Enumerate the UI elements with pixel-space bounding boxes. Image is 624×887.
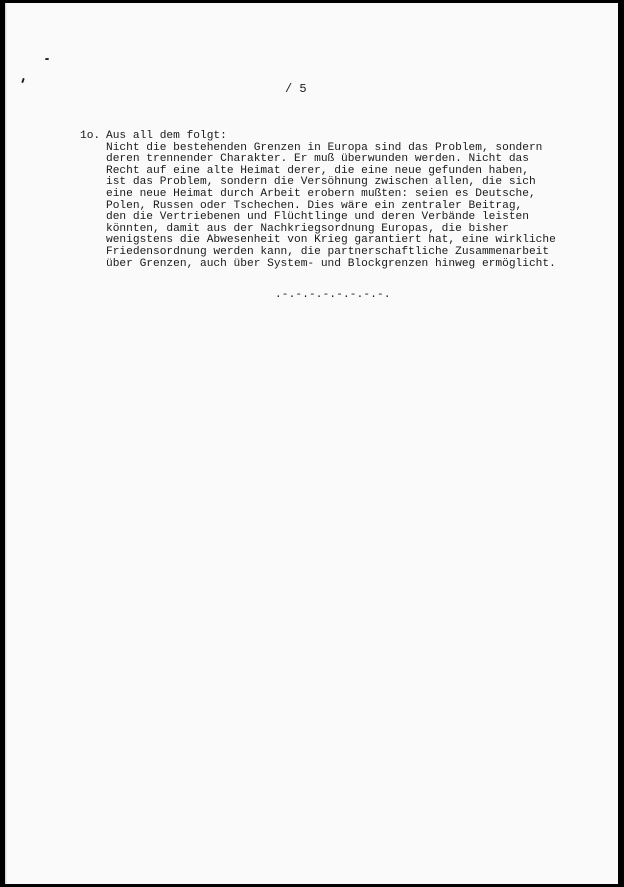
section-heading-row (80, 131, 618, 143)
scan-speck (21, 78, 25, 83)
text-line: Recht auf eine alte Heimat derer, die eine neue gefunden haben, (106, 164, 529, 177)
page-number: / 5 (285, 82, 307, 96)
text-line: könnten, damit aus der Nachkriegsordnung Europas, die bisher (106, 222, 509, 235)
scan-speck (45, 58, 49, 60)
section-heading: Aus all dem folgt: (106, 130, 227, 142)
text-line: den die Vertriebenen und Flüchtlinge und deren Verbände leisten (106, 211, 529, 224)
text-line: Polen, Russen oder Tschechen. Dies wäre ein zentraler Beitrag, (106, 199, 523, 212)
page-left-edge (5, 3, 7, 884)
text-line: ist das Problem, sondern die Versöhnung zwischen allen, die sich (106, 176, 536, 189)
text-line: wenigstens die Abwesenheit von Krieg garantiert hat, eine wirkliche (106, 234, 556, 247)
text-line: über Grenzen, auch über System- und Blockgrenzen hinweg ermöglicht. (106, 257, 556, 270)
section-10 (80, 131, 618, 270)
document-page (5, 3, 618, 884)
text-line: Nicht die bestehenden Grenzen in Europa sind das Problem, sondern (106, 141, 543, 154)
text-line: eine neue Heimat durch Arbeit erobern mußten: seien es Deutsche, (106, 187, 536, 200)
text-line: Friedensordnung werden kann, die partnerschaftliche Zusammenarbeit (106, 245, 550, 258)
section-number: 1o. (80, 130, 101, 142)
text-line: deren trennender Charakter. Er muß überwunden werden. Nicht das (106, 153, 529, 166)
section-body (106, 143, 618, 271)
separator-line: .-.-.-.-.-.-.-.-. (275, 289, 391, 301)
